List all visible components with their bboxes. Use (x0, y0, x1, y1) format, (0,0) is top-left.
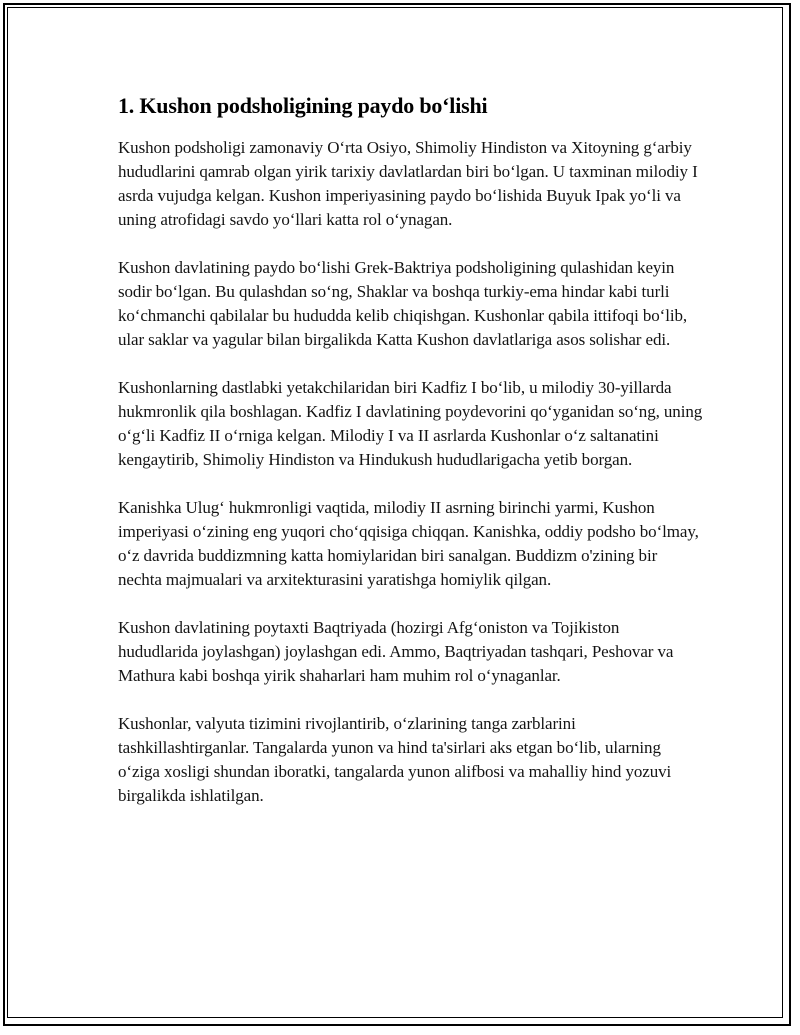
document-body (118, 92, 703, 832)
section-heading: 1. Kushon podsholigining paydo bo‘lishi (118, 93, 488, 118)
paragraph-coinage: Kushonlar, valyuta tizimini rivojlantirib, o‘zlarining tanga zarblarini tashkillashtirganlar. Tangalarda yunon va hind ta'sirlari aks etgan bo‘lib, ularning o‘ziga xosligi shundan iboratki, tangalarda yunon alifbosi va mahalliy hind yozuvi birgalikda ishlatilgan. (118, 714, 672, 805)
paragraph-origin: Kushon podsholigi zamonaviy O‘rta Osiyo, Shimoliy Hindiston va Xitoyning g‘arbiy hududlarini qamrab olgan yirik tarixiy davlatlardan biri bo‘lgan. U taxminan milodiy I asrda vujudga kelgan. Kushon imperiyasining paydo bo‘lishida Buyuk Ipak yo‘li va uning atrofidagi savdo yo‘llari katta rol o‘ynagan. (118, 138, 698, 229)
paragraph-capital: Kushon davlatining poytaxti Baqtriyada (hozirgi Afg‘oniston va Tojikiston hududlarida joylashgan) joylashgan edi. Ammo, Baqtriyadan tashqari, Peshovar va Mathura kabi boshqa yirik shaharlari ham muhim rol o‘ynaganlar. (118, 618, 674, 685)
paragraph-kanishka: Kanishka Ulug‘ hukmronligi vaqtida, milodiy II asrning birinchi yarmi, Kushon imperiyasi o‘zining eng yuqori cho‘qqisiga chiqqan. Kanishka, oddiy podsho bo‘lmay, o‘z davrida buddizmning katta homiylaridan biri sanalgan. Buddizm o'zining bir nechta majmualari va arxitekturasini yaratishga homiylik qilgan. (118, 498, 699, 589)
paragraph-grek-baktriya: Kushon davlatining paydo bo‘lishi Grek-Baktriya podsholigining qulashidan keyin sodir bo‘lgan. Bu qulashdan so‘ng, Shaklar va boshqa turkiy-ema hindar kabi turli ko‘chmanchi qabilalar bu hududda kelib chiqishgan. Kushonlar qabila ittifoqi bo‘lib, ular saklar va yagular bilan birgalikda Katta Kushon davlatlariga asos solishar edi. (118, 258, 687, 349)
paragraph-kadfiz: Kushonlarning dastlabki yetakchilaridan biri Kadfiz I bo‘lib, u milodiy 30-yillarda hukmronlik qila boshlagan. Kadfiz I davlatining poydevorini qo‘yganidan so‘ng, uning o‘g‘li Kadfiz II o‘rniga kelgan. Milodiy I va II asrlarda Kushonlar o‘z saltanatini kengaytirib, Shimoliy Hindiston va Hindukush hududlarigacha yetib borgan. (118, 378, 703, 469)
